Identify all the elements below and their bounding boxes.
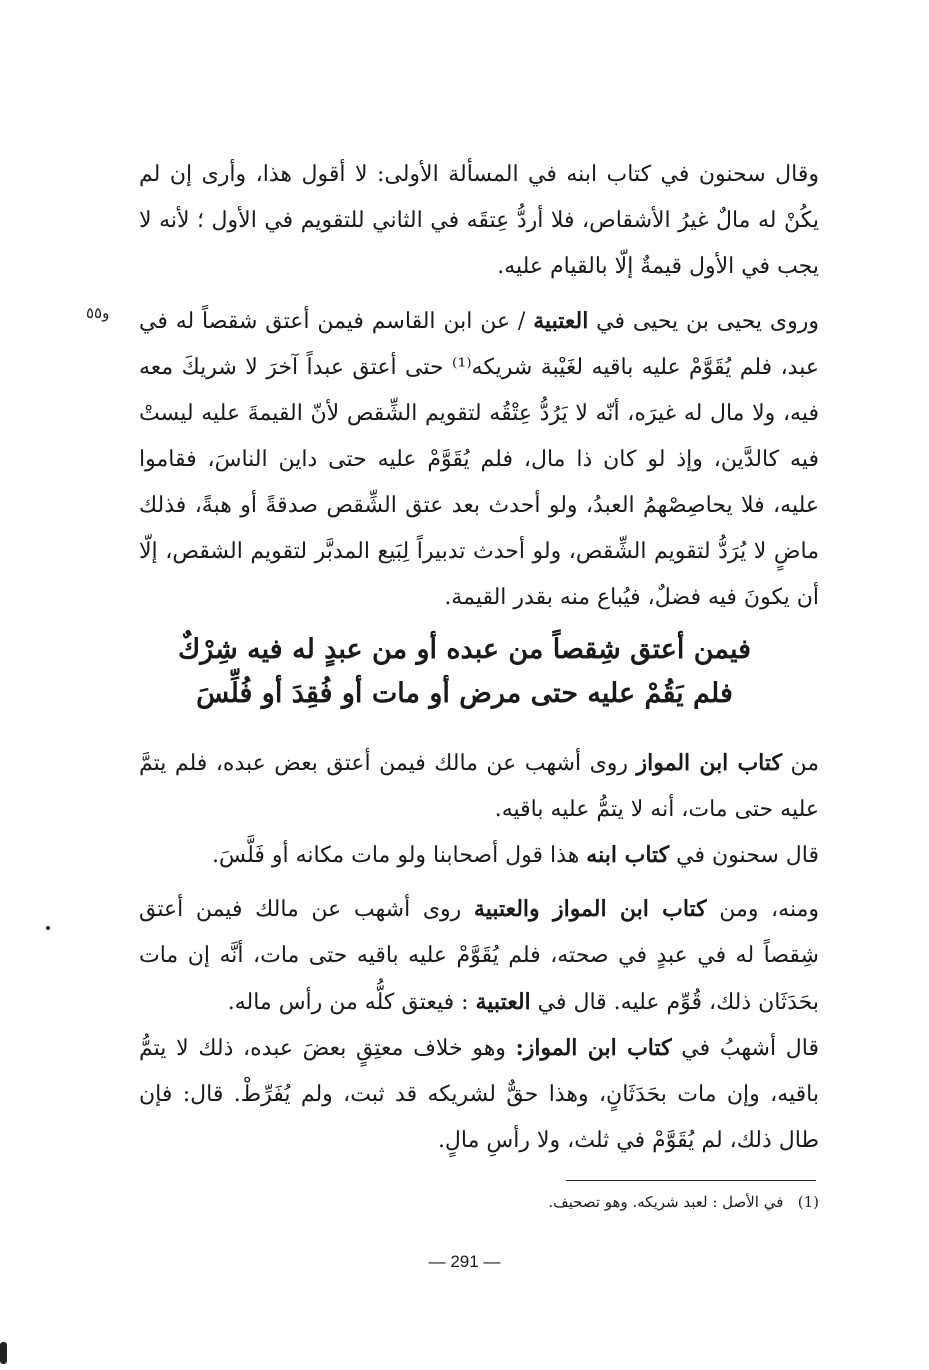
p2-text-b: / عن ابن القاسم فيمن أعتق شقصاً له في عبد، فلم يُقَوَّمْ عليه باقيه لغَيْبة شريكه⁽¹⁾ حتى أعتق عبداً آخرَ لا شريكَ معه فيه، ولا مال له غيرَه، أنّه لا يَرُدُّ عِتْقُه لتقويم الشِّقص لأنّ القيمةَ عليه ليستْ فيه كالدَّين، وإذ لو كان ذا مال، فلم يُقَوَّمْ عليه حتى داين الناسَ، فقاموا عليه، فلا يحاصِصْهمُ العبدُ، ولو أحدث بعد عتق الشِّقص صدقةً أو هبةً، فذلك ماضٍ لا يُرَدُّ لتقويم الشِّقص، ولو أحدث تدبيراً لِبَيع المدبَّر لتقويم الشقص، إلّا أن يكونَ فيه فضلٌ، فيُباع منه بقدر القيمة. (139, 309, 819, 610)
p4-text-b: هذا قول أصحابنا ولو مات مكانه أو فَلَّسَ. (212, 843, 587, 868)
p2-bold: العتبية (533, 308, 589, 334)
footnote (548, 1190, 819, 1214)
p5-text-a: ومنه، ومن (706, 897, 820, 922)
marginal-note: و٥٥ (86, 304, 110, 322)
paragraph-ibn-mawaz (139, 740, 819, 833)
scan-speck (46, 926, 50, 930)
heading-line-1: فيمن أعتق شِقصاً من عبده أو من عبدٍ له فيه شِرْكٌ (178, 634, 751, 665)
footnote-divider (566, 1180, 816, 1181)
paragraph-yahya (139, 298, 819, 621)
p6-text-b: وهو خلاف معتِقٍ بعضَ عبده، ذلك لا يتمُّ باقيه، وإن مات بحَدَثَانٍ، وهذا حقٌّ لشريكه قد ثبت، ولم يُفَرِّطْ. قال: فإن طال ذلك، لم يُقَوَّمْ في ثلث، ولا رأسِ مالٍ. (139, 1036, 819, 1153)
paragraph-minhu (139, 886, 819, 1026)
p5-bold-2: العتبية (475, 989, 531, 1015)
p5-bold: كتاب ابن المواز والعتبية (473, 896, 707, 922)
footnote-number: (1) (797, 1193, 819, 1211)
p3-bold: كتاب ابن المواز (636, 750, 782, 776)
p5-text-b: روى أشهب عن مالك فيمن أعتق شِقصاً له في عبدٍ في صحته، فلم يُقَوَّمْ عليه باقيه حتى مات، أنَّه إن مات بحَدَثَان ذلك، قُوِّم عليه. قال في (139, 897, 819, 1015)
p4-bold: كتاب ابنه (586, 842, 670, 868)
p2-text-a: وروى يحيى بن يحيى في (588, 309, 819, 334)
scan-edge-mark (0, 1342, 7, 1364)
paragraph-sahnun-2 (139, 832, 819, 879)
p5-text-c: : فيعتق كلُّه من رأس ماله. (227, 990, 476, 1015)
p3-text-a: من (781, 751, 819, 776)
heading-line-2: فلم يَقُمْ عليه حتى مرض أو مات أو فُقِدَ أو فُلِّسَ (196, 678, 733, 709)
paragraph-ashhab (139, 1025, 819, 1164)
section-heading (110, 628, 819, 716)
paragraph-sahnun: وقال سحنون في كتاب ابنه في المسألة الأولى: لا أقول هذا، وأرى إن لم يكُنْ له مالٌ غيرُ الأشقاص، فلا أردُّ عِتقَه في الثاني للتقويم في الأول ؛ لأنه لا يجب في الأول قيمةٌ إلّا بالقيام عليه. (139, 162, 819, 279)
p3-text-b: روى أشهب عن مالك فيمن أعتق بعض عبده، فلم يتمَّ عليه حتى مات، أنه لا يتمُّ عليه باقيه. (139, 751, 819, 822)
p6-text-a: قال أشهبُ في (671, 1036, 819, 1061)
footnote-text: في الأصل : لعبد شريكه. وهو تصحيف. (548, 1193, 784, 1211)
page-number: — 291 — (428, 1252, 501, 1271)
p6-bold: كتاب ابن المواز: (515, 1035, 672, 1061)
p4-text-a: قال سحنون في (669, 843, 819, 868)
